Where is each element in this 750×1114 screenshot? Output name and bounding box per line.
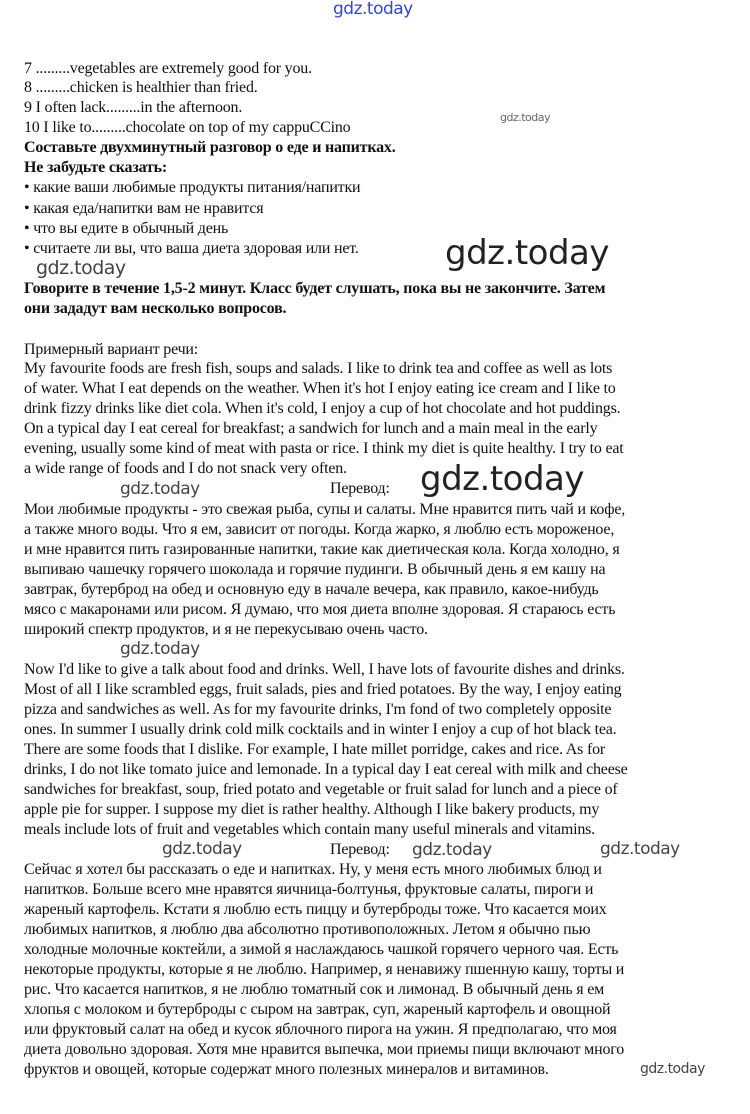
task-reminder: Не забудьте сказать: [24, 159, 168, 176]
sample-label: Примерный вариант речи: [24, 341, 199, 358]
talk-translation-ru-line: фруктов и овощей, которые содержат много полезных минералов и витаминов. [24, 1061, 549, 1078]
watermark: gdz.today [420, 459, 584, 499]
bullet-item: • какие ваши любимые продукты питания/напитки [24, 179, 361, 196]
talk-text-en-line: sandwiches for breakfast, soup, fried potato and vegetable or fruit salad for lunch and a piece of [24, 781, 618, 798]
talk-translation-ru-line: любимых напитков, я люблю два абсолютно противоположных. Летом я обычно пью [24, 921, 591, 938]
translation-text-ru-line: выпиваю чашечку горячего шоколада и горячие пудинги. В обычный день я ем кашу на [24, 561, 606, 578]
translation-label: Перевод: [330, 841, 390, 858]
exercise-line: 8 .........chicken is healthier than fried. [24, 79, 258, 96]
translation-text-ru-line: Мои любимые продукты - это свежая рыба, супы и салаты. Мне нравится пить чай и кофе, [24, 501, 626, 518]
bullet-item: • что вы едите в обычный день [24, 220, 229, 237]
instruction-line: они зададут вам несколько вопросов. [24, 300, 287, 317]
exercise-line: 10 I like to.........chocolate on top of my cappuCCino [24, 119, 351, 136]
exercise-line: 7 .........vegetables are extremely good for you. [24, 60, 312, 77]
exercise-line: 9 I often lack.........in the afternoon. [24, 99, 243, 116]
talk-translation-ru-line: напитков. Больше всего мне нравятся яичница-болтунья, фруктовые салаты, пироги и [24, 881, 594, 898]
sample-text-en-line: On a typical day I eat cereal for breakfast; a sandwich for lunch and a main meal in the early [24, 420, 598, 437]
watermark: gdz.today [120, 639, 200, 659]
bullet-item: • считаете ли вы, что ваша диета здоровая или нет. [24, 240, 359, 257]
talk-text-en-line: Now I'd like to give a talk about food and drinks. Well, I have lots of favourite dishes and drinks. [24, 661, 625, 678]
talk-text-en-line: meals include lots of fruit and vegetables which contain many useful minerals and vitamins. [24, 821, 595, 838]
task-title: Составьте двухминутный разговор о еде и напитках. [24, 139, 396, 156]
watermark: gdz.today [445, 233, 609, 273]
translation-label: Перевод: [330, 480, 390, 497]
sample-text-en-line: drink fizzy drinks like diet cola. When it's cold, I enjoy a cup of hot chocolate and hot puddings. [24, 400, 621, 417]
talk-text-en-line: There are some foods that I dislike. For example, I hate millet porridge, cakes and rice. As for [24, 741, 606, 758]
talk-translation-ru-line: некоторые продукты, которые я не люблю. Например, я ненавижу пшенную кашу, торты и [24, 961, 625, 978]
translation-text-ru-line: завтрак, бутерброд на обед и основную еду в начале вечера, как правило, какое-нибудь [24, 581, 599, 598]
watermark: gdz.today [600, 839, 680, 859]
talk-translation-ru-line: рис. Что касается напитков, я не люблю томатный сок и лимонад. В обычный день я ем [24, 981, 605, 998]
translation-text-ru-line: мясо с макаронами или рисом. Я думаю, что моя диета вполне здоровая. Я стараюсь есть [24, 601, 616, 618]
watermark: gdz.today [120, 479, 200, 499]
talk-translation-ru-line: или фруктовый салат на обед и кусок яблочного пирога на ужин. Я предполагаю, что моя [24, 1021, 617, 1038]
sample-text-en-line: evening, usually some kind of meat with pasta or rice. I think my diet is quite healthy. I try to eat [24, 440, 624, 457]
translation-text-ru-line: и мне нравится пить газированные напитки, такие как диетическая кола. Когда холодно, я [24, 541, 620, 558]
bullet-item: • какая еда/напитки вам не нравится [24, 200, 264, 217]
talk-translation-ru-line: хлопья с молоком и бутерброды с сыром на завтрак, суп, жареный картофель и овощной [24, 1001, 611, 1018]
talk-text-en-line: ones. In summer I usually drink cold milk cocktails and in winter I enjoy a cup of hot black tea. [24, 721, 617, 738]
talk-translation-ru-line: диета довольно здоровая. Хотя мне нравится выпечка, мои приемы пищи включают много [24, 1041, 625, 1058]
translation-text-ru-line: а также много воды. Что я ем, зависит от погоды. Когда жарко, я люблю есть мороженое, [24, 521, 615, 538]
talk-text-en-line: Most of all I like scrambled eggs, fruit salads, pies and fried potatoes. By the way, I enjoy eating [24, 681, 622, 698]
watermark-top: gdz.today [333, 0, 413, 19]
sample-text-en-line: My favourite foods are fresh fish, soups and salads. I like to drink tea and coffee as well as lots [24, 360, 613, 377]
talk-text-en-line: pizza and sandwiches as well. As for my favourite drinks, I'm fond of two completely opposite [24, 701, 612, 718]
sample-text-en-line: of water. What I eat depends on the weather. When it's hot I enjoy eating ice cream and I like to [24, 380, 616, 397]
watermark: gdz.today [162, 839, 242, 859]
watermark: gdz.today [500, 111, 551, 124]
talk-translation-ru-line: Сейчас я хотел бы рассказать о еде и напитках. Ну, у меня есть много любимых блюд и [24, 861, 602, 878]
talk-text-en-line: drinks, I do not like tomato juice and lemonade. In a typical day I eat cereal with milk and cheese [24, 761, 628, 778]
watermark: gdz.today [412, 840, 492, 860]
translation-text-ru-line: широкий спектр продуктов, и я не перекусываю очень часто. [24, 621, 428, 638]
talk-translation-ru-line: жареный картофель. Кстати я люблю есть пиццу и бутерброды тоже. Что касается моих [24, 901, 607, 918]
sample-text-en-line: a wide range of foods and I do not snack very often. [24, 460, 347, 477]
watermark: gdz.today [640, 1061, 705, 1077]
talk-translation-ru-line: холодные молочные коктейли, а зимой я наслаждаюсь чашкой горячего черного чая. Есть [24, 941, 619, 958]
watermark: gdz.today [36, 257, 126, 279]
instruction-line: Говорите в течение 1,5-2 минут. Класс будет слушать, пока вы не закончите. Затем [24, 280, 606, 297]
talk-text-en-line: apple pie for supper. I suppose my diet is rather healthy. Although I like bakery products, my [24, 801, 600, 818]
